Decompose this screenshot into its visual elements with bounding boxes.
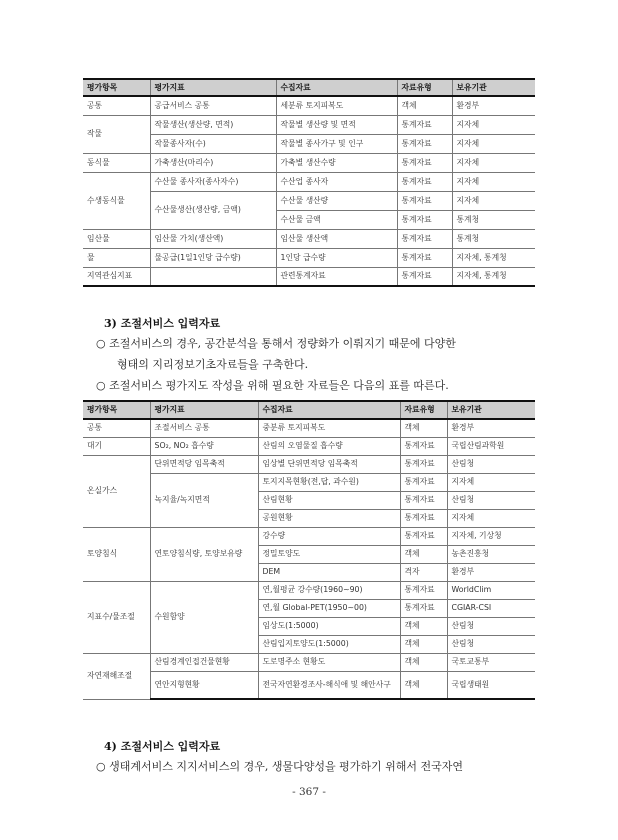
table-cell: 작물별 종사가구 및 인구 (276, 134, 397, 153)
table-cell: 공급서비스 공통 (150, 96, 276, 115)
header-cell: 평가항목 (83, 79, 150, 96)
header-cell: 평가지표 (150, 79, 276, 96)
table-cell: 임산물 (83, 229, 150, 248)
table-cell: SO₂, NO₂ 흡수량 (150, 437, 258, 455)
table-row (83, 191, 535, 210)
table-cell: 산림경계인접건물현황 (150, 653, 258, 671)
table-cell: 대기 (83, 437, 150, 455)
table-cell: 온실가스 (83, 455, 150, 527)
table-cell: 통계자료 (400, 437, 447, 455)
table-cell: 통계자료 (400, 473, 447, 491)
table-cell: 통계자료 (400, 581, 447, 599)
table-cell: 산림청 (447, 491, 535, 509)
table-cell: 통계자료 (400, 455, 447, 473)
table-cell: 산림현황 (258, 491, 400, 509)
table-cell: 객체 (397, 96, 452, 115)
table-cell: 지자체, 통계청 (452, 248, 535, 267)
table-cell: 수원함양 (150, 581, 258, 653)
section-heading: 3) 조절서비스 입력자료 (104, 317, 221, 330)
table-cell: 지자체 (447, 509, 535, 527)
table-cell: 통계자료 (397, 153, 452, 172)
table-cell: DEM (258, 563, 400, 581)
table-cell: 수산물생산(생산량, 금액) (150, 191, 276, 229)
table-cell: 농촌진흥청 (447, 545, 535, 563)
table-cell: 산림청 (447, 455, 535, 473)
table-cell: 세분류 토지피복도 (276, 96, 397, 115)
table-cell: 임상별 단위면적당 임목축적 (258, 455, 400, 473)
table-row (83, 96, 535, 115)
header-cell: 수집자료 (258, 401, 400, 419)
header-cell: 자료유형 (397, 79, 452, 96)
table-cell: 공원현황 (258, 509, 400, 527)
table-cell: 연안지형현황 (150, 671, 258, 699)
table-header-row (83, 79, 535, 96)
table-cell: 통계자료 (397, 134, 452, 153)
table-cell: 지자체 (447, 473, 535, 491)
table-cell: 작물별 생산량 및 면적 (276, 115, 397, 134)
table-cell: 지역관심지표 (83, 267, 150, 286)
table-cell (150, 267, 276, 286)
table-cell: 작물종사자(수) (150, 134, 276, 153)
table-row (83, 115, 535, 134)
table-cell: 통계자료 (400, 491, 447, 509)
table-cell: 전국자연환경조사-해식애 및 해안사구 (258, 671, 400, 699)
table-row (83, 248, 535, 267)
table-cell: 연토양침식량, 토양보유량 (150, 527, 258, 581)
table-cell: 물공급(1일1인당 급수량) (150, 248, 276, 267)
table-cell: 통계자료 (400, 599, 447, 617)
regulating-data-table (83, 400, 535, 700)
table-cell: 연,월평균 강수량(1960~90) (258, 581, 400, 599)
section-heading: 4) 조절서비스 입력자료 (104, 740, 221, 753)
table-cell: 격자 (400, 563, 447, 581)
table-cell: 환경부 (452, 96, 535, 115)
table-row (83, 527, 535, 545)
table-cell: 작물생산(생산량, 면적) (150, 115, 276, 134)
table-row (83, 172, 535, 191)
page-number: - 367 - (292, 786, 326, 798)
table-cell: 수산물 생산량 (276, 191, 397, 210)
table-cell: 임산물 생산액 (276, 229, 397, 248)
table-cell: 객체 (400, 617, 447, 635)
table-cell: 통계자료 (397, 267, 452, 286)
table-cell: 국립산림과학원 (447, 437, 535, 455)
table-row (83, 153, 535, 172)
table-cell: 지자체 (452, 153, 535, 172)
table-cell: 수생동식물 (83, 172, 150, 229)
table-cell: 관련통계자료 (276, 267, 397, 286)
table-cell: 공통 (83, 419, 150, 437)
table-row (83, 473, 535, 491)
table-cell: 환경부 (447, 563, 535, 581)
table-cell: 지자체, 기상청 (447, 527, 535, 545)
table-cell: 동식물 (83, 153, 150, 172)
table-cell: 도로명주소 현황도 (258, 653, 400, 671)
header-cell: 평가지표 (150, 401, 258, 419)
table-cell: 중분류 토지피복도 (258, 419, 400, 437)
table-cell: 통계자료 (397, 229, 452, 248)
table-cell: 임상도(1:5000) (258, 617, 400, 635)
table-row (83, 419, 535, 437)
provisioning-data-table (83, 78, 535, 287)
table-cell: 통계자료 (400, 509, 447, 527)
table-cell: 산림입지토양도(1:5000) (258, 635, 400, 653)
table-cell: 통계청 (452, 229, 535, 248)
table-cell: 통계자료 (397, 191, 452, 210)
table-cell: 지자체 (452, 115, 535, 134)
table-cell: 객체 (400, 419, 447, 437)
table-cell: 국립생태원 (447, 671, 535, 699)
table-cell: 가축생산(마리수) (150, 153, 276, 172)
table-cell: 수산물 금액 (276, 210, 397, 229)
header-cell: 자료유형 (400, 401, 447, 419)
table-cell: 녹지율/녹지면적 (150, 473, 258, 527)
header-cell: 보유기관 (447, 401, 535, 419)
table-cell: 토지지목현황(전,답, 과수원) (258, 473, 400, 491)
table-row (83, 267, 535, 286)
table-row (83, 581, 535, 599)
table-cell: 객체 (400, 671, 447, 699)
table-cell: 통계자료 (397, 210, 452, 229)
table-cell: 수산물 종사자(종사자수) (150, 172, 276, 191)
header-cell: 수집자료 (276, 79, 397, 96)
table-cell: 객체 (400, 635, 447, 653)
table-cell: 물 (83, 248, 150, 267)
table-cell: WorldClim (447, 581, 535, 599)
table-cell: 객체 (400, 653, 447, 671)
table-cell: 지자체 (452, 172, 535, 191)
table-row (83, 229, 535, 248)
table-cell: 가축별 생산수량 (276, 153, 397, 172)
table-cell: 정밀토양도 (258, 545, 400, 563)
table-row (83, 134, 535, 153)
table-cell: 산림의 오염물질 흡수량 (258, 437, 400, 455)
bullet-paragraph: ○ 조절서비스 평가지도 작성을 위해 필요한 자료들은 다음의 표를 따른다. (96, 379, 449, 392)
table-cell: 객체 (400, 545, 447, 563)
table-cell: 통계자료 (397, 115, 452, 134)
table-cell: 연,월 Global-PET(1950~00) (258, 599, 400, 617)
table-cell: 토양침식 (83, 527, 150, 581)
bullet-paragraph: ○ 조절서비스의 경우, 공간분석을 통해서 정량화가 이뤄지기 때문에 다양한 (96, 337, 456, 350)
table-cell: 지자체 (452, 191, 535, 210)
table-row (83, 671, 535, 699)
table-cell: 공통 (83, 96, 150, 115)
table-cell: 국토교통부 (447, 653, 535, 671)
table-cell: 1인당 급수량 (276, 248, 397, 267)
table-cell: 통계자료 (400, 527, 447, 545)
table-cell: 단위면적당 임목축적 (150, 455, 258, 473)
table-cell: 작물 (83, 115, 150, 153)
header-cell: 보유기관 (452, 79, 535, 96)
table-cell: 통계자료 (397, 172, 452, 191)
bullet-paragraph: ○ 생태계서비스 지지서비스의 경우, 생물다양성을 평가하기 위해서 전국자연 (96, 760, 463, 773)
table-cell: 조절서비스 공통 (150, 419, 258, 437)
bullet-paragraph-continuation: 형태의 지리정보기초자료들을 구축한다. (117, 358, 309, 371)
table-row (83, 455, 535, 473)
table-row (83, 653, 535, 671)
table-cell: 산림청 (447, 617, 535, 635)
table-cell: 통계청 (452, 210, 535, 229)
table-cell: 임산물 가치(생산액) (150, 229, 276, 248)
table-cell: 환경부 (447, 419, 535, 437)
table-cell: 수산업 종사자 (276, 172, 397, 191)
table-cell: 자연재해조절 (83, 653, 150, 699)
table-cell: 강수량 (258, 527, 400, 545)
table-cell: 지표수/물조절 (83, 581, 150, 653)
table-header-row (83, 401, 535, 419)
header-cell: 평가항목 (83, 401, 150, 419)
table-cell: 지자체 (452, 134, 535, 153)
table-cell: CGIAR-CSI (447, 599, 535, 617)
table-row (83, 437, 535, 455)
table-cell: 지자체, 통계청 (452, 267, 535, 286)
table-cell: 산림청 (447, 635, 535, 653)
table-cell: 통계자료 (397, 248, 452, 267)
